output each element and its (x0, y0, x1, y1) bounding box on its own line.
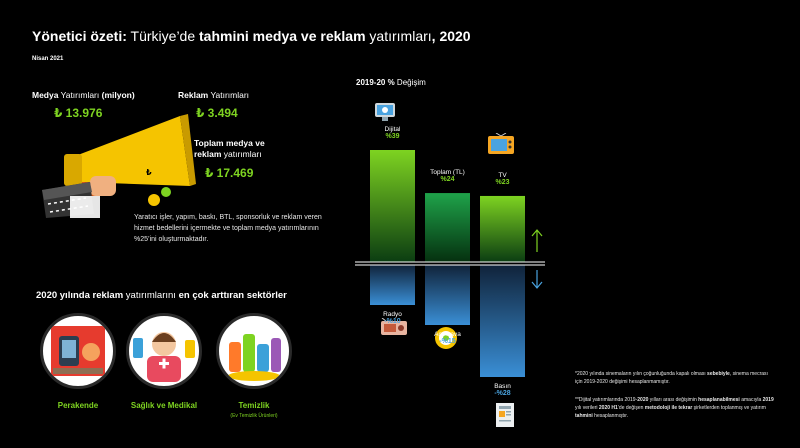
total-investment-value: ₺ 17.469 (205, 166, 254, 180)
bar-label-group (363, 126, 423, 140)
sector-label-retail: Perakende (57, 401, 99, 410)
bar-dijital (370, 150, 415, 262)
category-label: Açıkhava (434, 331, 461, 338)
arrow-up-icon (532, 230, 542, 252)
footnote-digital: **Dijital yatırımlarında 2019-2020 yılları arası değişimin hesaplanabilmesi amacıyla 2019 yılı verileri 2020 H1’de değişen metodoloji ile tekrar şirketlerden toplanmış ve yatırım tahmini hesaplanmıştır. (575, 397, 774, 419)
coin-icon: ₺ (146, 168, 152, 177)
ad-investment-value: ₺ 3.494 (196, 106, 238, 120)
value-label: -%15 (439, 338, 456, 345)
value-label: %39 (385, 133, 400, 140)
monitor-icon (374, 102, 396, 122)
bar-toplam-tl- (425, 193, 470, 262)
health-sector-icon (126, 313, 202, 389)
bar-label-group (363, 311, 423, 325)
bar-label-group (473, 172, 533, 186)
category-label: Toplam (TL) (430, 169, 465, 177)
arrow-down-icon (532, 270, 542, 288)
bar-radyo (370, 265, 415, 305)
page-title: Yönetici özeti: Türkiye’de tahmini medya ve reklam yatırımları, 2020 (32, 28, 471, 44)
value-label: %23 (495, 178, 510, 186)
footnote-cinema: *2020 yılında sinemaların yılın çoğunluğunda kapalı olması sebebiyle, sinema mecrası için 2019-2020 değişimi hesaplanmamıştır. (575, 371, 768, 385)
category-label: TV (498, 171, 507, 179)
sector-sub-cleaning: (Ev Temizlik Ürünleri) (230, 413, 278, 419)
tv-icon (487, 133, 515, 155)
bar-basın (480, 265, 525, 377)
media-investment-label: Medya Yatırımları (milyon) (32, 90, 135, 100)
media-investment-value: ₺ 13.976 (54, 106, 103, 120)
bar-label-group (473, 383, 533, 397)
value-label: %24 (440, 176, 455, 184)
chart-title: 2019-20 % Değişim (356, 78, 426, 87)
retail-sector-icon (40, 313, 116, 389)
value-label: -%28 (494, 390, 511, 397)
category-label: Radyo (383, 311, 402, 318)
publication-date: Nisan 2021 (32, 56, 64, 62)
cleaning-sector-icon (216, 313, 292, 389)
bar-tv (480, 196, 525, 262)
megaphone-illustration (30, 96, 200, 224)
sector-label-health: Sağlık ve Medikal (130, 401, 198, 410)
bar-label-group (418, 331, 478, 345)
total-investment-label: Toplam medya ve reklam yatırımları (194, 138, 265, 159)
note-text: Yaratıcı işler, yapım, baskı, BTL, sponsorluk ve reklam veren hizmet bedellerini içermekte ve toplam medya yatırımlarının %25’ini oluşturmaktadır. (134, 214, 322, 243)
ad-investment-label: Reklam Yatırımları (178, 90, 250, 100)
sectors-title: 2020 yılında reklam yatırımlarını en çok arttıran sektörler (36, 290, 287, 301)
sector-label-cleaning: Temizlik (238, 401, 270, 410)
value-label: -%10 (384, 318, 401, 325)
category-label: Basın (494, 383, 511, 390)
bar-açıkhava (425, 265, 470, 325)
bar-label-group (418, 169, 478, 183)
newspaper-icon (494, 402, 516, 428)
category-label: Dijital (384, 126, 401, 133)
